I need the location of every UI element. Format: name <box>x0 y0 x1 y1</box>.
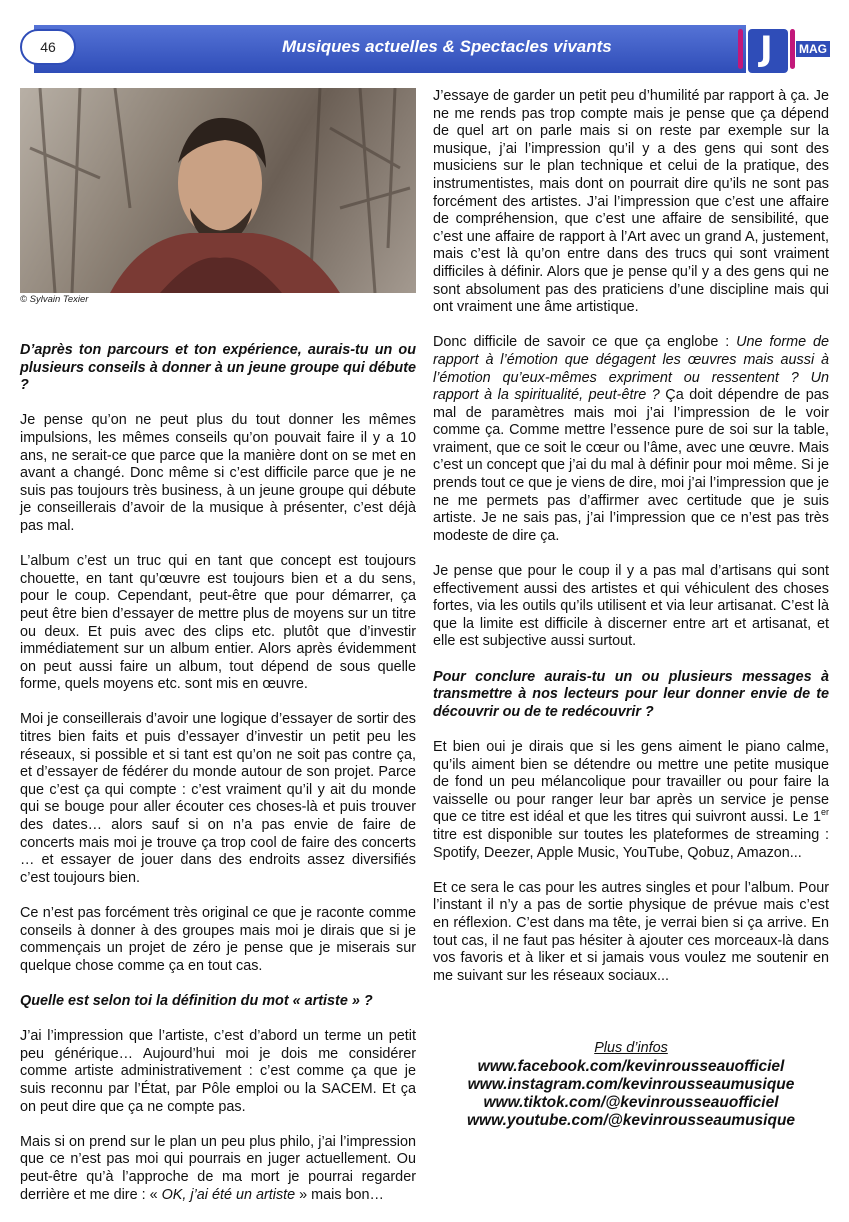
text-run: Ça doit dépendre de pas mal de paramètres mais moi j’ai l’impression de le voir comme ça. Comme mettre l’essence pure de soi sur la table, vraiment, que ce soit le cœur ou l’âme, avec une œuvre. Mais c’est un concept que j’ai du mal à définir pour moi même. Si je prends tout ce que je viens de dire, moi j’ai l’impression que je ne me permets pas d’affirmer avec certitude que je suis artiste. Je ne sais pas, j’ai l’impression que ce n’est pas très modeste de dire ça. <box>433 387 829 544</box>
paragraph: Je pense que pour le coup il y a pas mal d’artisans qui sont effectivement aussi des artistes et qui véhiculent des choses fortes, via les outils qu’ils utilisent et via leur artisanat. C’est là que la limite est difficile à discerner entre art et artisanat, et elle est subjective aussi surtout. <box>433 563 829 650</box>
text-run: Donc difficile de savoir ce que ça englobe : <box>433 334 737 351</box>
logo-accent-left <box>738 29 743 69</box>
youtube-link[interactable]: www.youtube.com/@kevinrousseaumusique <box>466 1112 796 1129</box>
paragraph: J’ai l’impression que l’artiste, c’est d’abord un terme un petit peu générique… Aujourd’hui moi je dois me considérer comme artiste administrativement : c’est comme ça que je suis reconnu par l’État, par Pôle emploi ou la SACEM. Et ça on peut dire que ça ne compte pas. <box>20 1028 416 1115</box>
emphasis: OK, j’ai été un artiste <box>161 1186 296 1203</box>
emphasis: Une forme de rapport à l’émotion que dégagent les œuvres mais aussi à l’émotion qu’eux-mêmes expriment ou ressentent ? Un rapport à la spiritualité, peut-être ? <box>433 334 830 404</box>
superscript: er <box>820 807 829 818</box>
facebook-link[interactable]: www.facebook.com/kevinrousseauofficiel <box>477 1058 785 1075</box>
tiktok-link[interactable]: www.tiktok.com/@kevinrousseauofficiel <box>483 1094 779 1111</box>
photo-credit: © Sylvain Texier <box>20 294 89 305</box>
right-column <box>433 88 829 1003</box>
paragraph <box>20 1134 416 1204</box>
magazine-logo <box>738 25 828 73</box>
paragraph: L’album c’est un truc qui en tant que concept est toujours chouette, en tant qu’œuvre est toujours bien et a du sens, pour le coup. Cependant, peut-être que pour démarrer, ça peut être bien d’essayer de mettre plus de moyens sur un titre ou deux. Et puis avec des clips etc. plutôt que d’investir immédiatement sur un album entier. Alors après évidemment on peut aussi faire un album, tout dépend de sous quelle forme, quels moyens etc. sont mis en œuvre. <box>20 553 416 693</box>
paragraph: Moi je conseillerais d’avoir une logique d’essayer de sortir des titres bien faits et puis d’essayer d’investir un petit peu les réseaux, si possible et si tant est qu’on ne soit pas contre ça, et d’essayer de fédérer du monde autour de son projet. Parce que c’est ça qui compte : c’est vraiment qu’il y ait du monde qui se bouge pour aller écouter ces choses-là et puis trouver des dates… alors sauf si on n’a pas envie de faire de concerts mais moi je trouve ça trop cool de faire des concerts … et essayer de jouer dans des endroits assez diversifiés c’est toujours bien. <box>20 711 416 886</box>
paragraph: Je pense qu’on ne peut plus du tout donner les mêmes impulsions, les mêmes conseils qu’on pouvait faire il y a 10 ans, ne serait-ce que parce que la manière dont on se met en avant a changé. Donc même si c’est difficile parce que je ne suis pas toujours très business, à un jeune groupe qui débute je conseillerais d’avoir de la musique à présenter, c’est déjà pas mal. <box>20 412 416 534</box>
logo-letter: J <box>760 29 773 69</box>
text-run: » mais bon… <box>295 1186 384 1203</box>
question-3: Pour conclure aurais-tu un ou plusieurs messages à transmettre à nos lecteurs pour leur donner envie de te découvrir ou de te redécouvrir ? <box>433 668 829 720</box>
paragraph <box>433 334 829 545</box>
more-info-title: Plus d’infos <box>594 1040 668 1056</box>
page-number: 46 <box>20 29 76 65</box>
paragraph: Et ce sera le cas pour les autres singles et pour l’album. Pour l’instant il n’y a pas de sortie physique de prévue mais c’est en réflexion. C’est dans ma tête, je verrai bien si ça arrive. En tout cas, il ne faut pas hésiter à ajouter ces morceaux-là dans vos favoris et à liker et si jamais vous voulez me soutenir en me suivant sur les réseaux sociaux... <box>433 879 829 984</box>
artist-photo <box>20 88 416 293</box>
paragraph: J’essaye de garder un petit peu d’humilité par rapport à ça. Je ne me rends pas trop compte mais je pense que ça dépend de quel art on parle mais si on reste par exemple sur la musique, j’ai l’impression qu’il y a des gens qui sont des musiciens sur le plan technique et celui de la pratique, des instrumentistes, mais dont on pourrait dire qu’ils ne sont pas forcément des artistes. J’ai l’impression que c’est une affaire de compréhension, que c’est une affaire de sensibilité, que c’est une affaire de rapport à l’Art avec un grand A, justement, mais c’est là qu’on entre dans des trucs qui sont vraiment difficiles à définir. Alors que je pense qu’il y a des gens qui ne sont absolument pas des praticiens d’une discipline mais qui ont vraiment une âme artistique. <box>433 88 829 316</box>
question-2: Quelle est selon toi la définition du mot « artiste » ? <box>20 992 373 1009</box>
logo-text: MAG <box>796 41 830 57</box>
page-header <box>20 25 828 73</box>
paragraph: Ce n’est pas forcément très original ce que je raconte comme conseils à donner à des groupes mais moi je dirais que si je commençais un projet de zéro je pense que je miserais sur quelque chose comme ça en tout cas. <box>20 905 416 974</box>
text-run: Et bien oui je dirais que si les gens aiment le piano calme, qu’ils aiment bien se détendre ou mettre une petite musique de fond un peu mélancolique pour travailler ou pour faire la vaisselle ou pour ranger leur bar après un service je pense que ce titre est idéal et que les titres qui suivront aussi. Le 1 <box>433 738 829 826</box>
more-info <box>433 1040 829 1130</box>
paragraph <box>433 739 829 862</box>
photo-illustration <box>20 88 416 293</box>
left-column <box>20 342 416 1222</box>
instagram-link[interactable]: www.instagram.com/kevinrousseaumusique <box>467 1076 795 1093</box>
question-1: D’après ton parcours et ton expérience, aurais-tu un ou plusieurs conseils à donner à un jeune groupe qui débute ? <box>20 342 416 394</box>
logo-accent-right <box>790 29 795 69</box>
text-run: Mais si on prend sur le plan un peu plus philo, j’ai l’impression que ce n’est pas moi qui pourrais en juger actuellement. Ou peut-être qu’à l’approche de ma mort je pourrai regarder derrière et me dire : « <box>20 1133 416 1203</box>
text-run: titre est disponible sur toutes les plateformes de streaming : Spotify, Deezer, Apple Music, YouTube, Qobuz, Amazon... <box>433 826 829 861</box>
section-title: Musiques actuelles & Spectacles vivants <box>282 37 612 56</box>
